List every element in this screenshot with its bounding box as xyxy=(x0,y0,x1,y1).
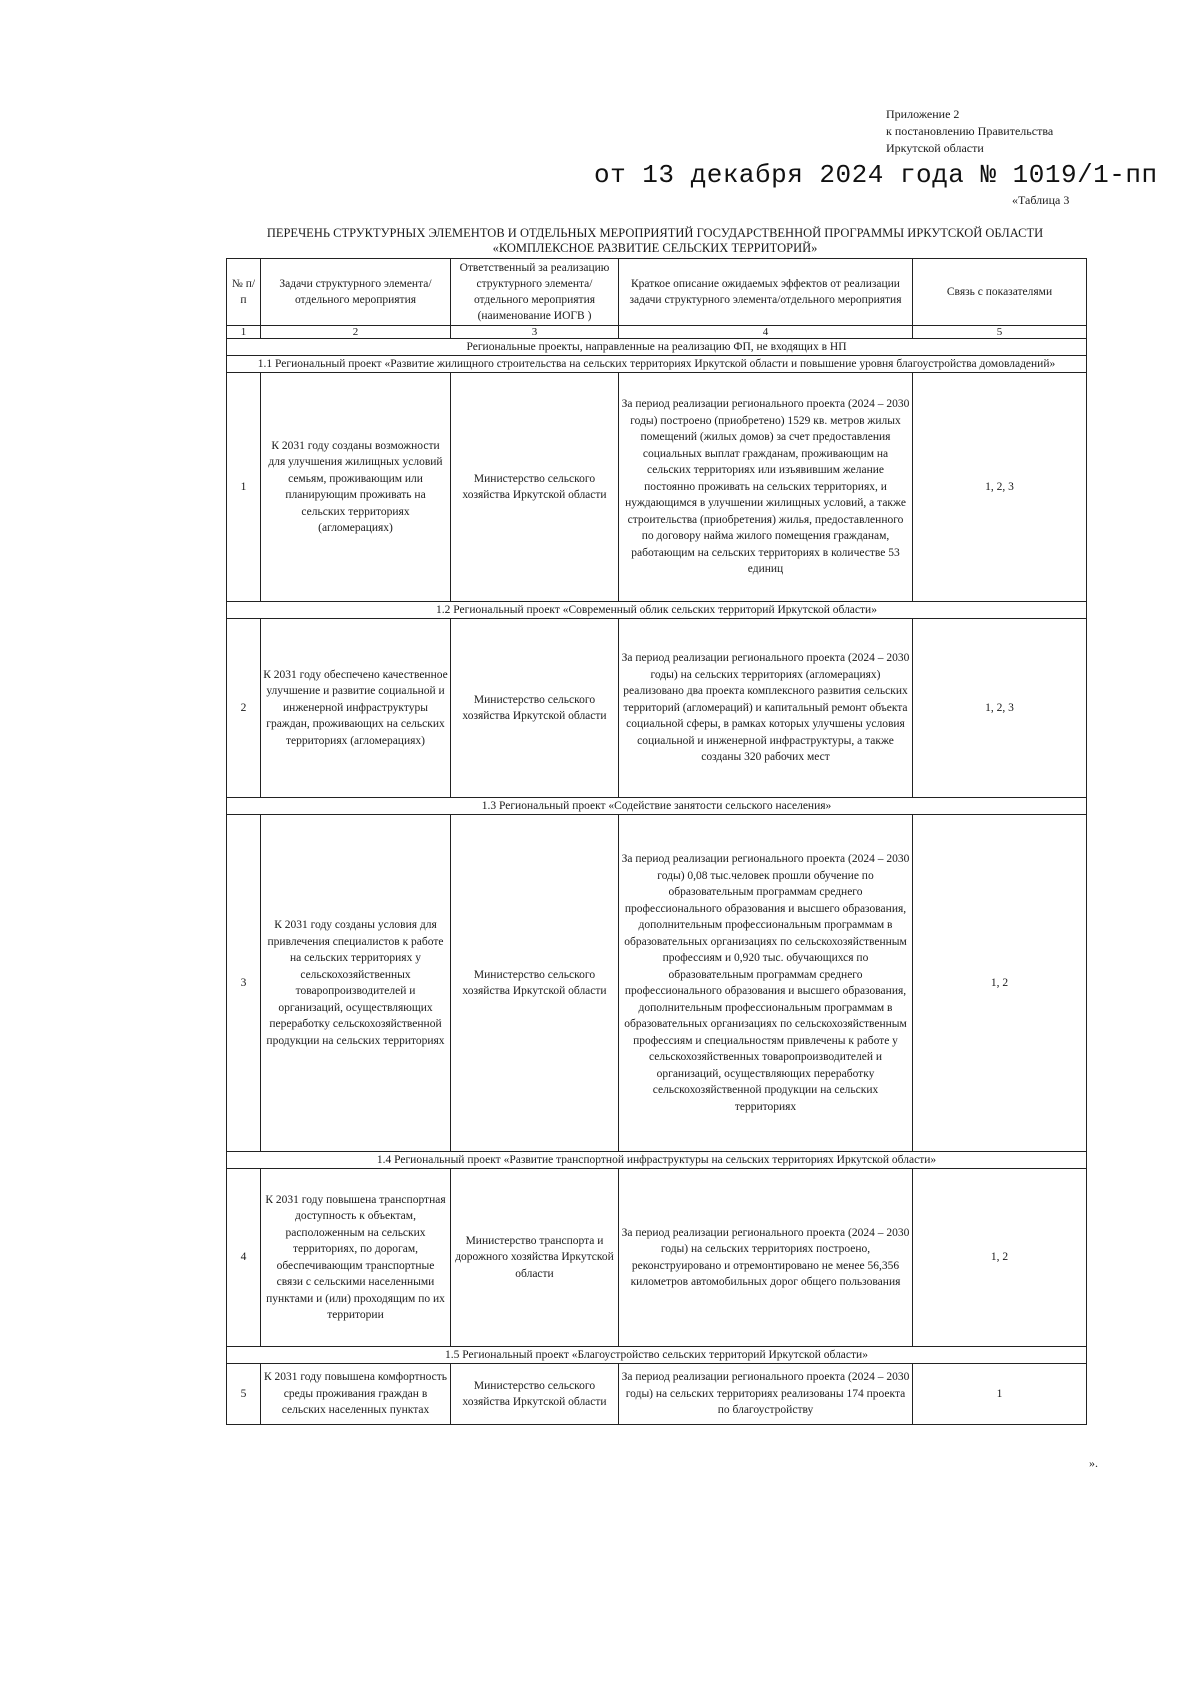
section-row xyxy=(227,1347,1087,1364)
row-responsible: Министерство сельского хозяйства Иркутской области xyxy=(451,815,619,1152)
row-number: 1 xyxy=(227,373,261,602)
row-task: К 2031 году повышена транспортная доступность к объектам, расположенным на сельских территориях, по дорогам, обеспечивающим транспортные связи с сельскими населенными пунктами и (или) проходящим по их территории xyxy=(261,1169,451,1347)
row-indicators: 1, 2 xyxy=(913,815,1087,1152)
table-row xyxy=(227,815,1087,1152)
row-effects: За период реализации регионального проекта (2024 – 2030 годы) на сельских территориях реализованы 174 проекта по благоустройству xyxy=(619,1364,913,1425)
row-task: К 2031 году созданы условия для привлечения специалистов к работе на сельских территориях у сельскохозяйственных товаропроизводителей и организаций, осуществляющих переработку сельскохозяйственной продукции на сельских территориях xyxy=(261,815,451,1152)
measures-table xyxy=(226,258,1087,1425)
table-row xyxy=(227,619,1087,798)
section-title: 1.2 Региональный проект «Современный облик сельских территорий Иркутской области» xyxy=(227,602,1087,619)
title-line: ПЕРЕЧЕНЬ СТРУКТУРНЫХ ЭЛЕМЕНТОВ И ОТДЕЛЬНЫХ МЕРОПРИЯТИЙ ГОСУДАРСТВЕННОЙ ПРОГРАММЫ ИРКУТСКОЙ ОБЛАСТИ xyxy=(266,226,1044,240)
header-task: Задачи структурного элемента/отдельного мероприятия xyxy=(261,259,451,326)
column-number: 4 xyxy=(619,326,913,339)
header-indicators: Связь с показателями xyxy=(913,259,1087,326)
row-indicators: 1 xyxy=(913,1364,1087,1425)
appendix-line: к постановлению Правительства xyxy=(886,124,1054,138)
row-effects: За период реализации регионального проекта (2024 – 2030 годы) на сельских территориях построено, реконструировано и отремонтировано не менее 56,356 километров автомобильных дорог общего пользования xyxy=(619,1169,913,1347)
table-row xyxy=(227,1169,1087,1347)
row-responsible: Министерство транспорта и дорожного хозяйства Иркутской области xyxy=(451,1169,619,1347)
row-task: К 2031 году повышена комфортность среды проживания граждан в сельских населенных пунктах xyxy=(261,1364,451,1425)
section-row xyxy=(227,1152,1087,1169)
section-title: 1.5 Региональный проект «Благоустройство сельских территорий Иркутской области» xyxy=(227,1347,1087,1364)
row-effects: За период реализации регионального проекта (2024 – 2030 годы) 0,08 тыс.человек прошли обучение по образовательным программам среднего профессионального образования и высшего образования, дополнительным профессиональным программам в образовательных организациях по сельскохозяйственным профессиям и 0,920 тыс. обучающихся по образовательным программам среднего профессионального образования и высшего образования, дополнительным профессиональным программам в образовательных организациях по сельскохозяйственным профессиям и специальностям привлечены к работе у сельскохозяйственных товаропроизводителей и организаций, осуществляющих переработку сельскохозяйственной продукции на сельских территориях xyxy=(619,815,913,1152)
section-title: 1.3 Региональный проект «Содействие занятости сельского населения» xyxy=(227,798,1087,815)
appendix-block xyxy=(886,106,1053,157)
row-number: 2 xyxy=(227,619,261,798)
section-title: 1.4 Региональный проект «Развитие транспортной инфраструктуры на сельских территориях Иркутской области» xyxy=(227,1152,1087,1169)
row-number: 5 xyxy=(227,1364,261,1425)
appendix-line: Приложение 2 xyxy=(886,107,960,121)
column-number: 5 xyxy=(913,326,1087,339)
section-row xyxy=(227,356,1087,373)
row-indicators: 1, 2, 3 xyxy=(913,373,1087,602)
header-effects: Краткое описание ожидаемых эффектов от реализации задачи структурного элемента/отдельного мероприятия xyxy=(619,259,913,326)
row-indicators: 1, 2, 3 xyxy=(913,619,1087,798)
closing-quote: ». xyxy=(1089,1456,1098,1470)
row-effects: За период реализации регионального проекта (2024 – 2030 годы) построено (приобретено) 1529 кв. метров жилых помещений (жилых домов) за счет предоставления социальных выплат гражданам, проживающим на сельских территориях или изъявившим желание постоянно проживать на сельских территориях, и нуждающимся в улучшении жилищных условий, а также строительства (приобретения) жилья, предоставленного по договору найма жилого помещения гражданам, работающим на сельских территориях в количестве 53 единиц xyxy=(619,373,913,602)
table-row xyxy=(227,373,1087,602)
section-row xyxy=(227,602,1087,619)
row-effects: За период реализации регионального проекта (2024 – 2030 годы) на сельских территориях (агломерациях) реализовано два проекта комплексного развития сельских территорий (агломераций) и капитальный ремонт объекта социальной сферы, в рамках которых улучшены условия социальной и инженерной инфраструктуры, а также созданы 320 рабочих мест xyxy=(619,619,913,798)
row-responsible: Министерство сельского хозяйства Иркутской области xyxy=(451,1364,619,1425)
group-row xyxy=(227,339,1087,356)
table-label: «Таблица 3 xyxy=(1012,193,1070,207)
header-row xyxy=(227,259,1087,326)
column-number-row xyxy=(227,326,1087,339)
table-row xyxy=(227,1364,1087,1425)
row-task: К 2031 году созданы возможности для улучшения жилищных условий семьям, проживающим или планирующим проживать на сельских территориях (агломерациях) xyxy=(261,373,451,602)
header-num: № п/п xyxy=(227,259,261,326)
row-indicators: 1, 2 xyxy=(913,1169,1087,1347)
decree-stamp: от 13 декабря 2024 года № 1019/1-пп xyxy=(594,160,1158,190)
document-title xyxy=(240,226,1070,256)
column-number: 1 xyxy=(227,326,261,339)
column-number: 3 xyxy=(451,326,619,339)
column-number: 2 xyxy=(261,326,451,339)
title-line: «КОМПЛЕКСНОЕ РАЗВИТИЕ СЕЛЬСКИХ ТЕРРИТОРИЙ» xyxy=(492,241,818,255)
row-responsible: Министерство сельского хозяйства Иркутской области xyxy=(451,373,619,602)
section-title: 1.1 Региональный проект «Развитие жилищного строительства на сельских территориях Иркутской области и повышение уровня благоустройства домовладений» xyxy=(227,356,1087,373)
row-number: 3 xyxy=(227,815,261,1152)
appendix-line: Иркутской области xyxy=(886,141,984,155)
row-number: 4 xyxy=(227,1169,261,1347)
header-responsible: Ответственный за реализацию структурного элемента/отдельного мероприятия (наименование ИОГВ ) xyxy=(451,259,619,326)
group-title: Региональные проекты, направленные на реализацию ФП, не входящих в НП xyxy=(227,339,1087,356)
section-row xyxy=(227,798,1087,815)
row-task: К 2031 году обеспечено качественное улучшение и развитие социальной и инженерной инфраструктуры граждан, проживающих на сельских территориях (агломерациях) xyxy=(261,619,451,798)
row-responsible: Министерство сельского хозяйства Иркутской области xyxy=(451,619,619,798)
